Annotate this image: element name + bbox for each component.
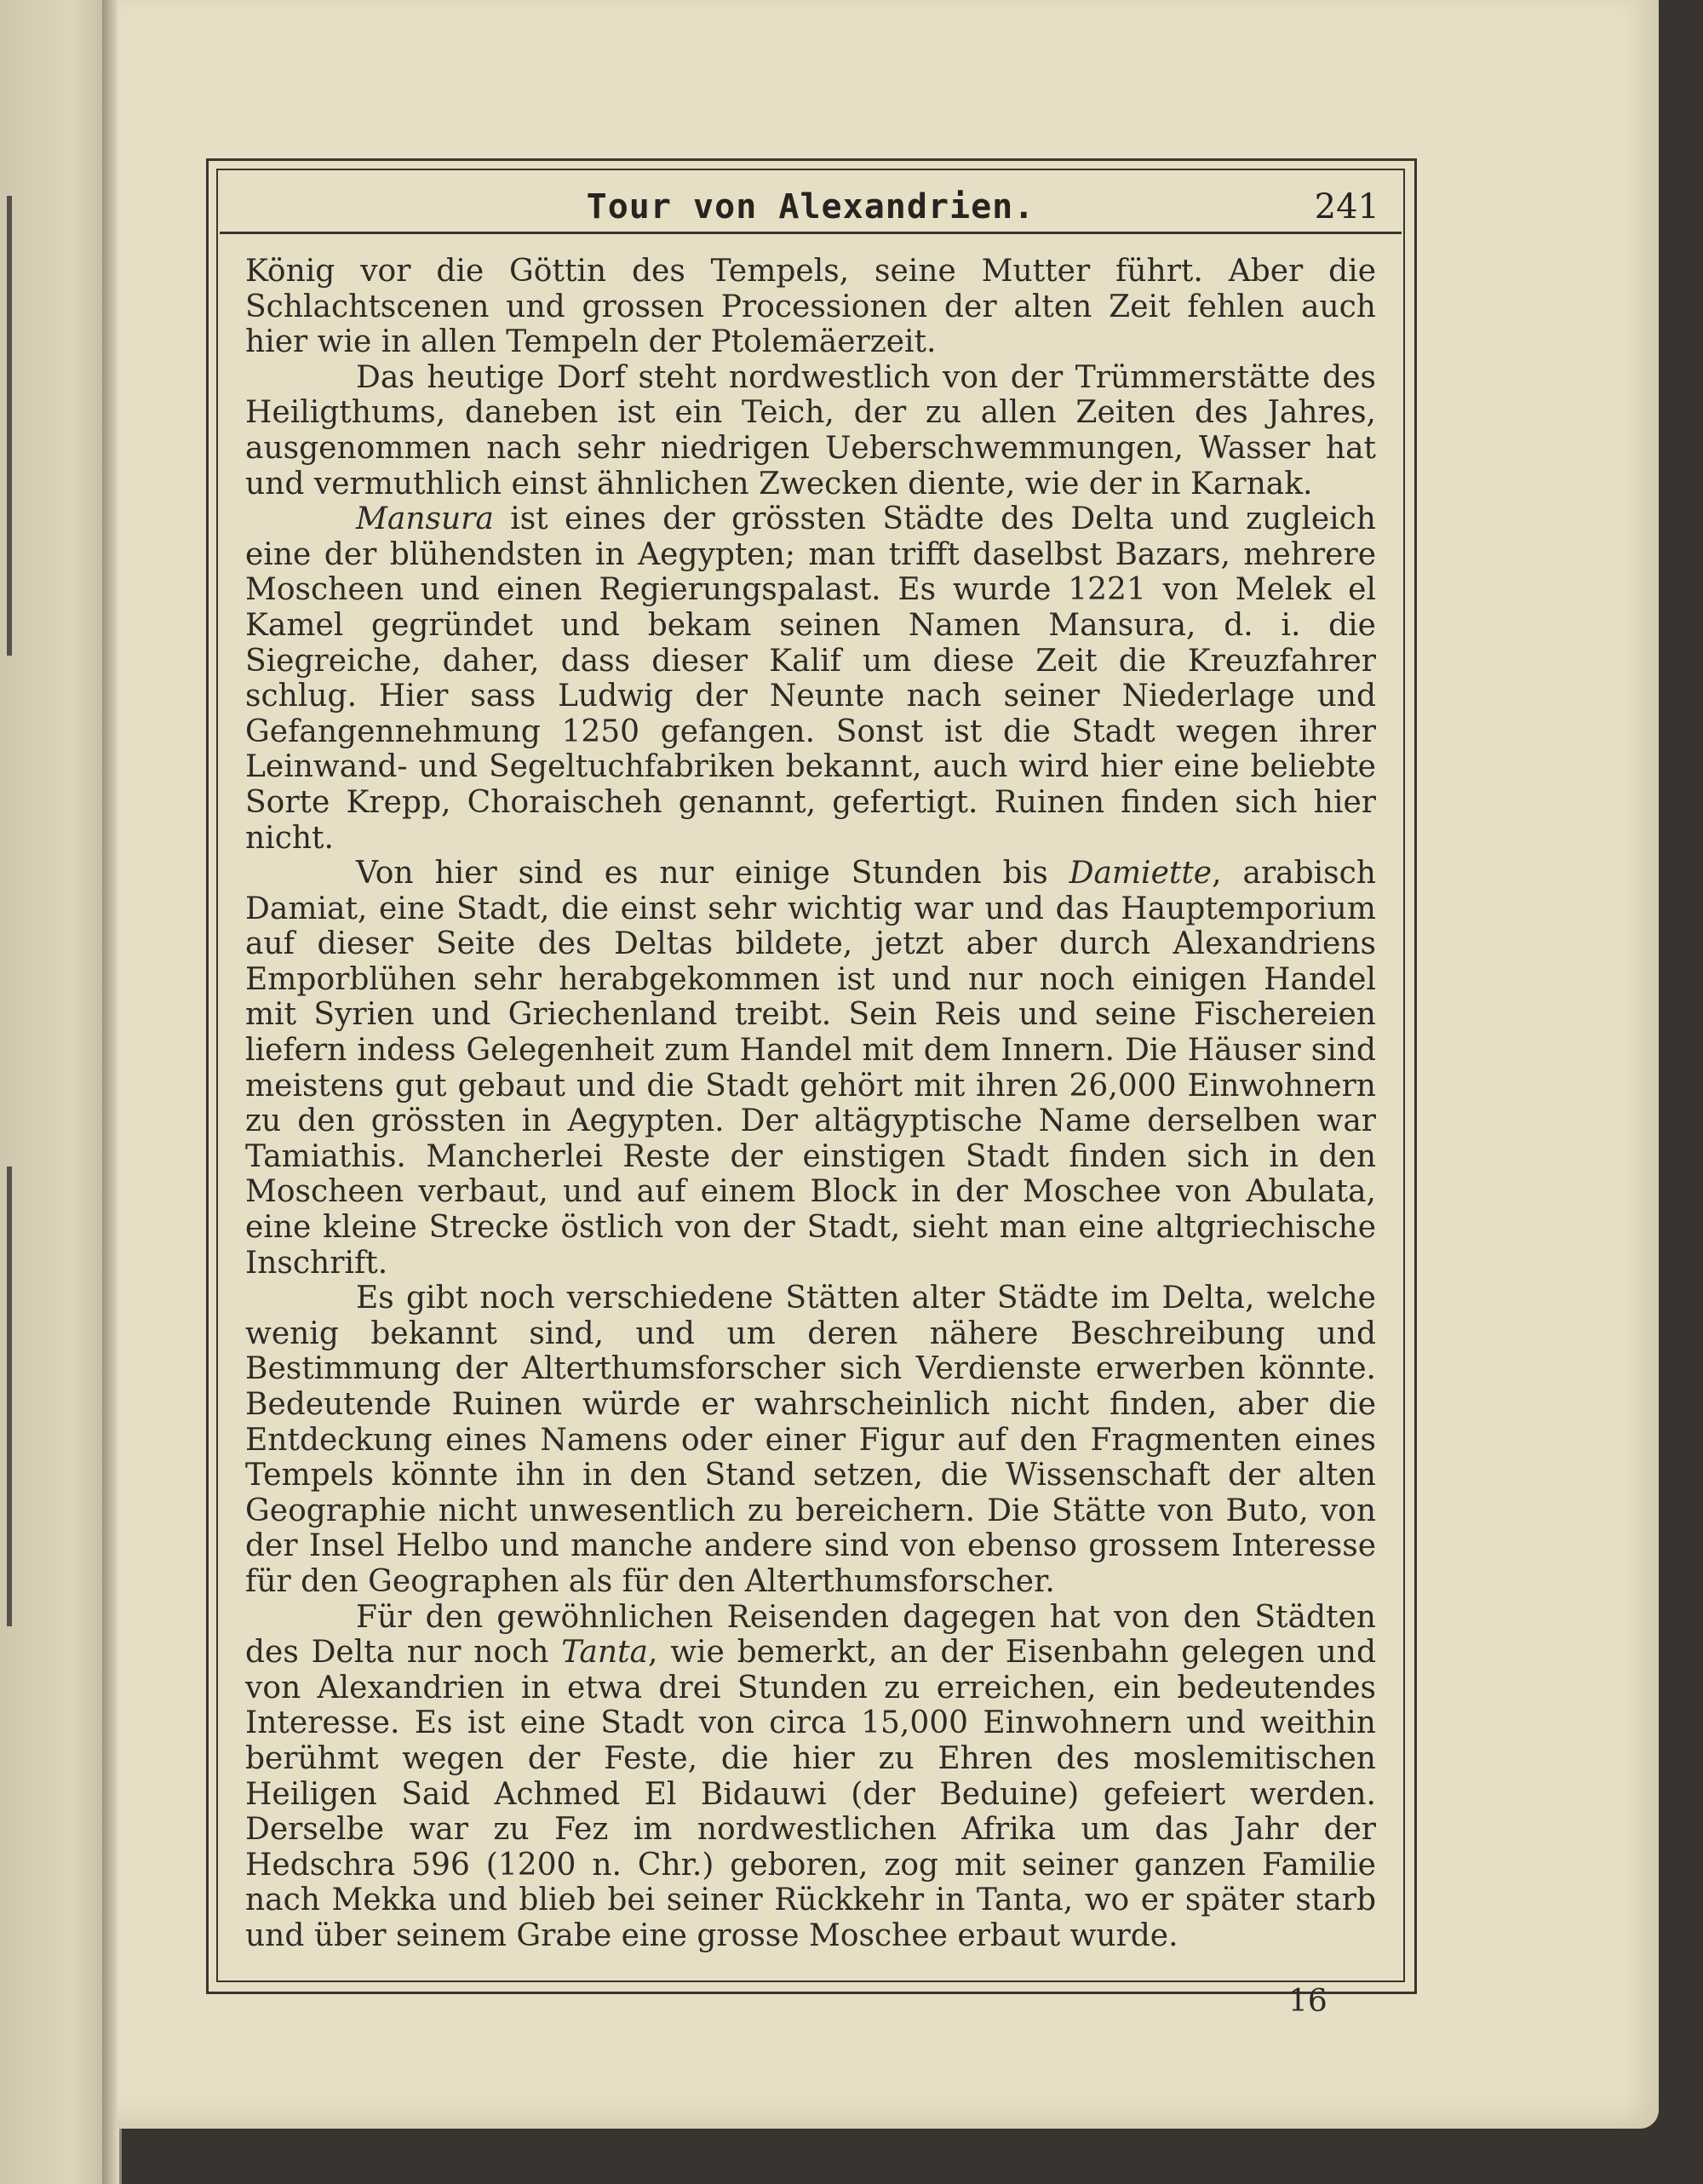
paragraph-damiette-before: Von hier sind es nur einige Stunden bis: [356, 856, 1069, 891]
page-number: 241: [1314, 187, 1379, 226]
left-page-rule: [7, 1167, 12, 1626]
running-header: [220, 179, 1402, 234]
paragraph-mansura: [245, 502, 1376, 856]
paragraph-tanta-after: , wie bemerkt, an der Eisenbahn gelegen und von Alexandrien in etwa drei Stunden zu erreichen, ein bedeutendes Interesse. Es ist eine Stadt von circa 15,000 Einwohnern und weithin berühmt wegen der Feste, die hier zu Ehren des moslemitischen Heiligen Said Achmed El Bidauwi (der Beduine) gefeiert werden. Derselbe war zu Fez im nordwestlichen Afrika um das Jahr der Hedschra 596 (1200 n. Chr.) geboren, zog mit seiner ganzen Familie nach Mekka und blieb bei seiner Rückkehr in Tanta, wo er später starb und über seinem Grabe eine grosse Moschee erbaut wurde.: [245, 1635, 1377, 1953]
paragraph-5: Es gibt noch verschiedene Stätten alter Städte im Delta, welche wenig bekannt sind, und um deren nähere Beschreibung und Bestimmung der Alterthumsforscher sich Verdienste erwerben könnte. Bedeutende Ruinen würde er wahrscheinlich nicht finden, aber die Entdeckung eines Namens oder einer Figur auf den Fragmenten eines Tempels könnte ihn in den Stand setzen, die Wissenschaft der alten Geographie nicht unwesentlich zu bereichern. Die Stätte von Buto, von der Insel Helbo und manche andere sind von ebenso grossem Interesse für den Geographen als für den Alterthumsforscher.: [245, 1281, 1376, 1599]
place-name-mansura: Mansura: [356, 502, 494, 537]
signature-mark: 16: [1288, 1984, 1327, 2019]
place-name-tanta: Tanta: [561, 1635, 649, 1671]
running-title: Tour von Alexandrien.: [586, 187, 1035, 226]
left-page-rule: [7, 196, 12, 656]
paragraph-mansura-text: ist eines der grössten Städte des Delta und zugleich eine der blühendsten in Aegypten; man trifft daselbst Bazars, mehrere Moscheen und einen Regierungspalast. Es wurde 1221 von Melek el Kamel gegründet und bekam seinen Namen Mansura, d. i. die Siegreiche, daher, dass dieser Kalif um diese Zeit die Kreuzfahrer schlug. Hier sass Ludwig der Neunte nach seiner Niederlage und Gefangennehmung 1250 gefangen. Sonst ist die Stadt wegen ihrer Leinwand- und Segeltuchfabriken bekannt, auch wird hier eine beliebte Sorte Krepp, Choraischeh genannt, gefertigt. Ruinen finden sich hier nicht.: [245, 502, 1376, 856]
book-spine: [102, 0, 119, 2184]
paragraph-tanta-before: Für den gewöhnlichen Reisenden dagegen hat von den Städten des Delta nur noch: [245, 1599, 1376, 1671]
paragraph-damiette: [245, 856, 1376, 1281]
book-page: [118, 0, 1659, 2129]
paragraph-1: König vor die Göttin des Tempels, seine Mutter führt. Aber die Schlachtscenen und grossen Processionen der alten Zeit fehlen auch hier wie in allen Tempeln der Ptolemäerzeit.: [245, 254, 1376, 360]
paragraph-tanta: [245, 1600, 1376, 1954]
place-name-damiette: Damiette: [1069, 856, 1213, 891]
body-text: [245, 254, 1376, 1954]
paragraph-damiette-after: , arabisch Damiat, eine Stadt, die einst sehr wichtig war und das Hauptemporium auf dieser Seite des Deltas bildete, jetzt aber durch Alexandriens Emporblühen sehr herabgekommen ist und nur noch einigen Handel mit Syrien und Griechenland treibt. Sein Reis und seine Fischereien liefern indess Gelegenheit zum Handel mit dem Innern. Die Häuser sind meistens gut gebaut und die Stadt gehört mit ihren 26,000 Einwohnern zu den grössten in Aegypten. Der altägyptische Name derselben war Tamiathis. Mancherlei Reste der einstigen Stadt finden sich in den Moscheen verbaut, und auf einem Block in der Moschee von Abulata, eine kleine Strecke östlich von der Stadt, sieht man eine altgriechische Inschrift.: [245, 856, 1376, 1281]
paragraph-2: Das heutige Dorf steht nordwestlich von der Trümmerstätte des Heiligthums, daneben ist ein Teich, der zu allen Zeiten des Jahres, ausgenommen nach sehr niedrigen Ueberschwemmungen, Wasser hat und vermuthlich einst ähnlichen Zwecken diente, wie der in Karnak.: [245, 359, 1376, 502]
